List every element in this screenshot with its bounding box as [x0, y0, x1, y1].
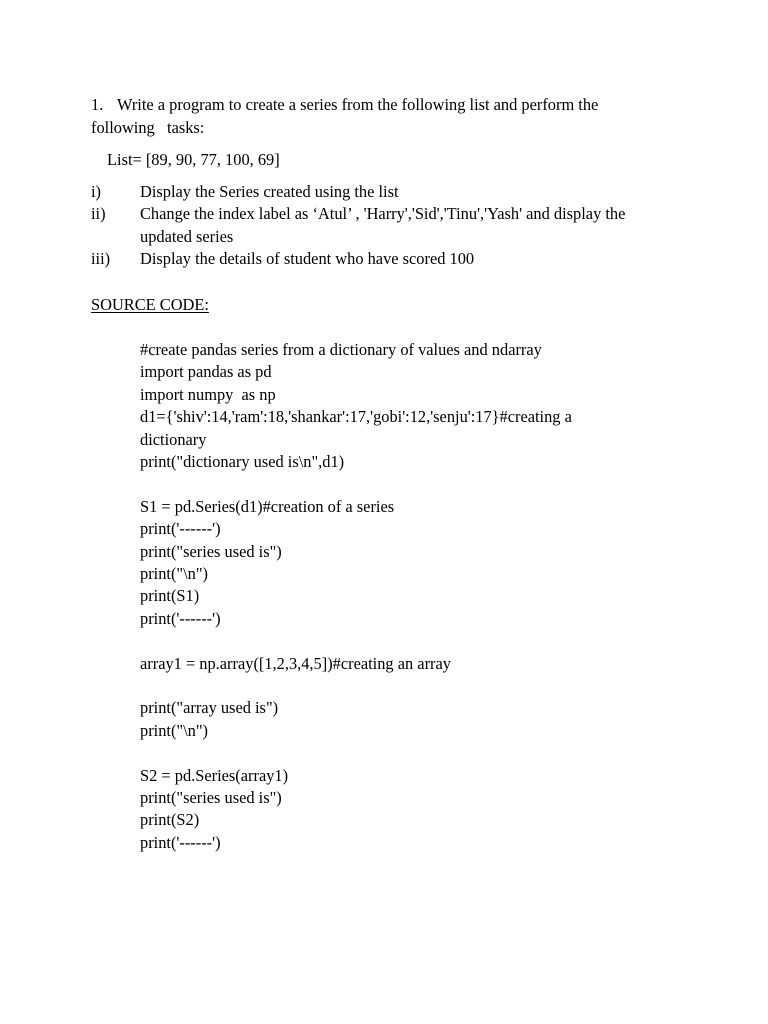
- list-definition: List= [89, 90, 77, 100, 69]: [107, 150, 280, 169]
- code-line: import pandas as pd: [140, 362, 272, 382]
- task-number: ii): [91, 204, 106, 224]
- code-line: print('------'): [140, 608, 221, 628]
- code-line: print('------'): [140, 519, 221, 539]
- task-text: Display the Series created using the list: [140, 182, 399, 201]
- task-text: updated series: [140, 226, 234, 246]
- code-line: d1={'shiv':14,'ram':18,'shankar':17,'gobi':12,'senju':17}#creating a: [140, 407, 572, 427]
- code-line: #create pandas series from a dictionary of values and ndarray: [140, 340, 542, 359]
- code-line: [140, 473, 680, 495]
- task-item: [91, 203, 681, 248]
- code-line: print("\n"): [140, 720, 209, 740]
- code-line: print('------'): [140, 832, 221, 852]
- code-line: print("\n"): [140, 564, 209, 584]
- question-number: 1.: [91, 95, 104, 114]
- code-line: [140, 630, 680, 652]
- question-text-line-2: following tasks:: [91, 117, 205, 137]
- task-number: i): [91, 182, 102, 201]
- task-text: Change the index label as ‘Atul’ , 'Harry','Sid','Tinu','Yash' and display the: [140, 204, 626, 224]
- code-line: S1 = pd.Series(d1)#creation of a series: [140, 496, 395, 516]
- code-line: import numpy as np: [140, 384, 276, 404]
- source-code-block: [140, 339, 680, 854]
- code-line: dictionary: [140, 429, 207, 449]
- task-text: Display the details of student who have scored 100: [140, 249, 475, 269]
- code-line: print(S2): [140, 810, 200, 830]
- task-number: iii): [91, 249, 111, 269]
- code-line: [140, 675, 680, 697]
- question-text-line-1: Write a program to create a series from the following list and perform the: [117, 95, 599, 114]
- code-line: print(S1): [140, 586, 200, 606]
- code-line: [140, 742, 680, 764]
- code-line: print("series used is"): [140, 541, 282, 561]
- source-code-heading: SOURCE CODE:: [91, 295, 209, 314]
- question-line-1: [91, 94, 671, 117]
- question-text: [91, 94, 671, 139]
- task-item: [91, 181, 681, 203]
- task-item: [91, 248, 681, 270]
- code-line: print("array used is"): [140, 698, 279, 718]
- task-list: [91, 181, 681, 271]
- code-line: array1 = np.array([1,2,3,4,5])#creating an array: [140, 653, 451, 673]
- code-line: print("dictionary used is\n",d1): [140, 452, 345, 472]
- code-line: print("series used is"): [140, 788, 282, 808]
- code-line: S2 = pd.Series(array1): [140, 765, 289, 785]
